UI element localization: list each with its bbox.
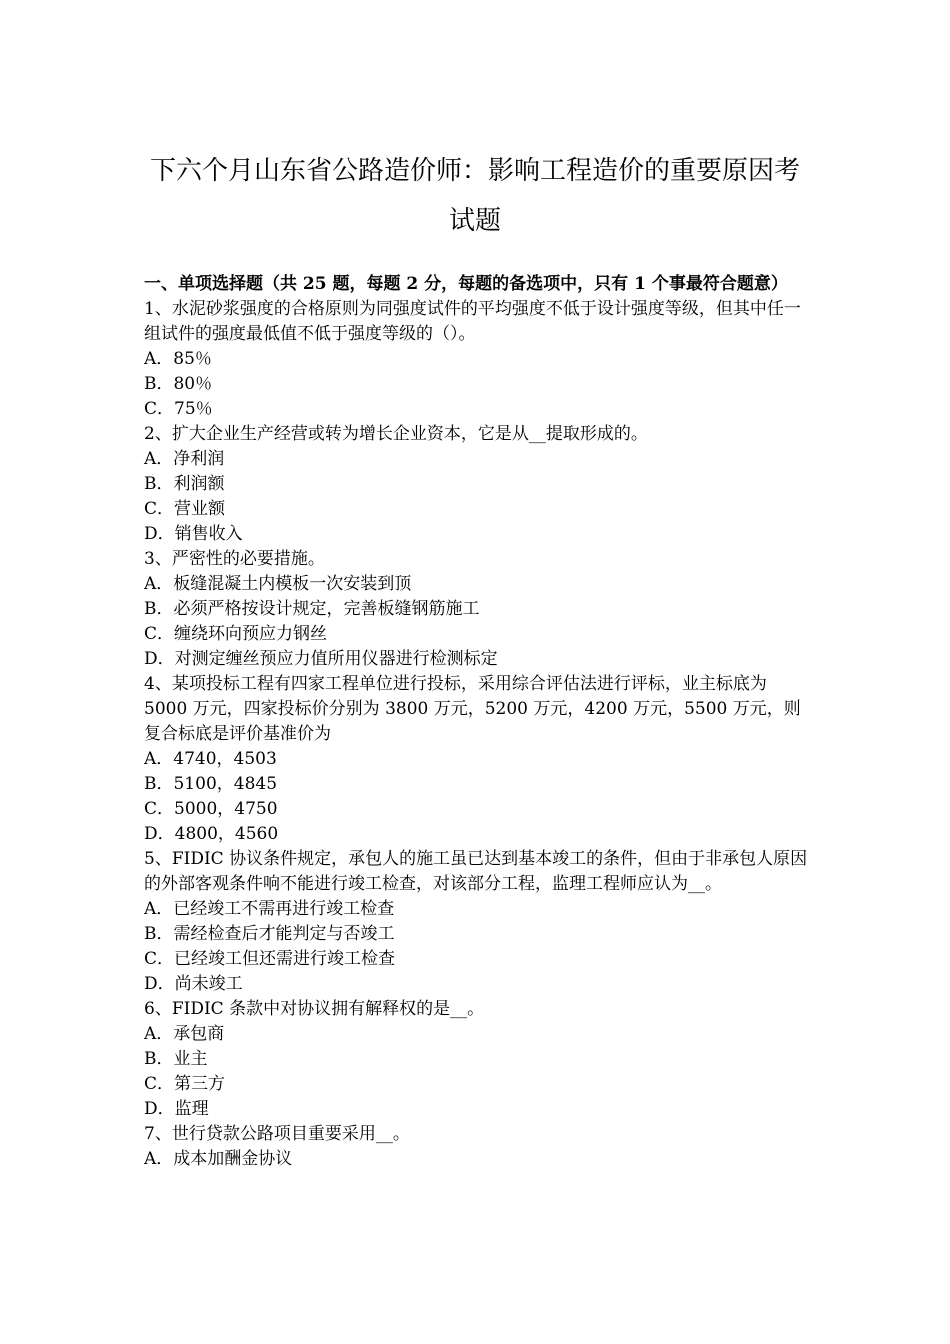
option-b: B．业主 [144, 1049, 208, 1069]
question-1 [144, 297, 809, 422]
question-7 [144, 1122, 809, 1172]
section-heading: 一、单项选择题（共 25 题，每题 2 分，每题的备选项中，只有 1 个事最符合题意） [144, 274, 788, 294]
question-4 [144, 672, 809, 847]
option-b: B．必须严格按设计规定，完善板缝钢筋施工 [144, 599, 480, 619]
question-2 [144, 422, 809, 547]
question-stem: 3、严密性的必要措施。 [144, 549, 325, 569]
question-5 [144, 847, 809, 997]
option-d: D．4800，4560 [144, 824, 279, 844]
option-a: A．85％ [144, 349, 212, 369]
option-a: A．已经竣工不需再进行竣工检查 [144, 899, 395, 919]
option-a: A．承包商 [144, 1024, 225, 1044]
option-c: C．已经竣工但还需进行竣工检查 [144, 949, 396, 969]
option-a: A．板缝混凝土内模板一次安装到顶 [144, 574, 412, 594]
option-b: B．利润额 [144, 474, 225, 494]
option-b: B．5100，4845 [144, 774, 278, 794]
option-c: C．75％ [144, 399, 213, 419]
option-d: D．对测定缠丝预应力值所用仪器进行检测标定 [144, 649, 498, 669]
option-c: C．5000，4750 [144, 799, 278, 819]
question-6 [144, 997, 809, 1122]
option-c: C．营业额 [144, 499, 226, 519]
question-stem: 6、FIDIC 条款中对协议拥有解释权的是__。 [144, 999, 485, 1019]
question-stem: 7、世行贷款公路项目重要采用__。 [144, 1124, 410, 1144]
option-d: D．监理 [144, 1099, 209, 1119]
option-d: D．销售收入 [144, 524, 243, 544]
option-d: D．尚未竣工 [144, 974, 243, 994]
question-stem: 4、某项投标工程有四家工程单位进行投标，采用综合评估法进行评标，业主标底为 5000 万元，四家投标价分别为 3800 万元，5200 万元，4200 万元，5500 万元，则复合标底是评价基准价为 [144, 674, 801, 744]
question-stem: 2、扩大企业生产经营或转为增长企业资本，它是从__提取形成的。 [144, 424, 648, 444]
option-c: C．缠绕环向预应力钢丝 [144, 624, 328, 644]
question-3 [144, 547, 809, 672]
option-b: B．需经检查后才能判定与否竣工 [144, 924, 395, 944]
option-a: A．4740，4503 [144, 749, 277, 769]
question-stem: 5、FIDIC 协议条件规定，承包人的施工虽已达到基本竣工的条件，但由于非承包人原因的外部客观条件响不能进行竣工检查，对该部分工程，监理工程师应认为__。 [144, 849, 808, 894]
option-c: C．第三方 [144, 1074, 226, 1094]
option-a: A．成本加酬金协议 [144, 1149, 293, 1169]
option-a: A．净利润 [144, 449, 225, 469]
question-stem: 1、水泥砂浆强度的合格原则为同强度试件的平均强度不低于设计强度等级，但其中任一组试件的强度最低值不低于强度等级的（）。 [144, 299, 801, 344]
option-b: B．80％ [144, 374, 213, 394]
document-body [144, 272, 809, 1172]
document-title: 下六个月山东省公路造价师：影响工程造价的重要原因考试题 [149, 156, 800, 236]
